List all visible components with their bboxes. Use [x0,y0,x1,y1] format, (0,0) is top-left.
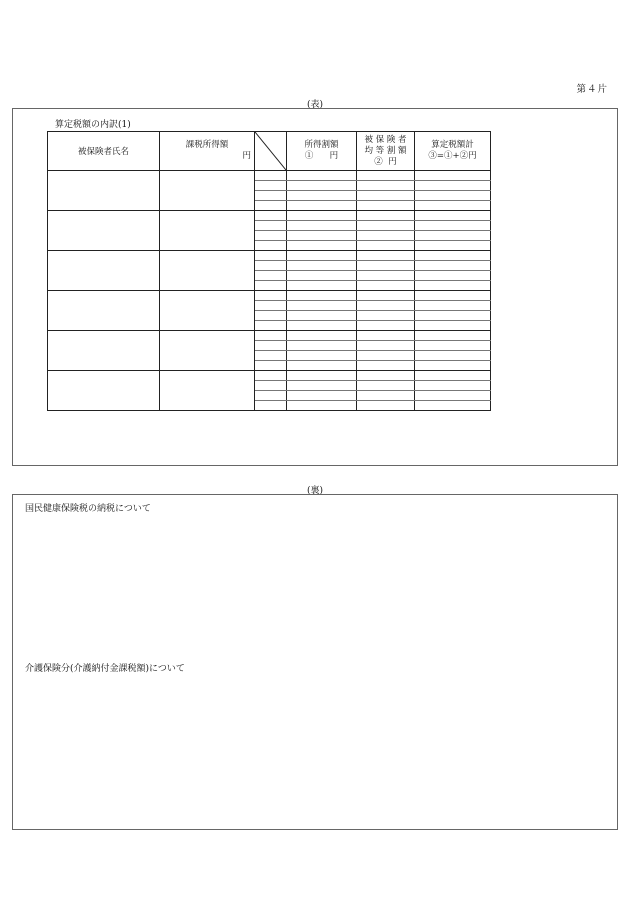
table-row [48,211,491,221]
insured-name-cell[interactable] [48,371,160,411]
insured-name-cell[interactable] [48,331,160,371]
per-capita-levy-cell[interactable] [357,181,415,191]
type-cell[interactable] [255,311,287,321]
taxable-income-cell[interactable] [160,211,255,251]
type-cell[interactable] [255,321,287,331]
nhi-payment-heading: 国民健康保険税の納税について [25,504,151,514]
type-cell[interactable] [255,381,287,391]
type-cell[interactable] [255,281,287,291]
per-capita-levy-cell[interactable] [357,191,415,201]
income-levy-cell[interactable] [287,181,357,191]
income-levy-cell[interactable] [287,251,357,261]
type-cell[interactable] [255,341,287,351]
income-levy-cell[interactable] [287,351,357,361]
income-levy-cell[interactable] [287,361,357,371]
income-levy-cell[interactable] [287,311,357,321]
income-levy-cell[interactable] [287,201,357,211]
header-per-capita-levy: 被 保 険 者 均 等 割 額 ② 円 [357,132,415,171]
type-cell[interactable] [255,391,287,401]
total-cell[interactable] [415,381,491,391]
total-cell[interactable] [415,221,491,231]
income-levy-cell[interactable] [287,271,357,281]
per-capita-levy-cell[interactable] [357,291,415,301]
front-label: (表) [306,100,324,110]
type-cell[interactable] [255,171,287,181]
total-cell[interactable] [415,211,491,221]
income-levy-cell[interactable] [287,281,357,291]
header-income-levy: 所得割額 ① 円 [287,132,357,171]
per-capita-levy-cell[interactable] [357,311,415,321]
income-levy-cell[interactable] [287,241,357,251]
header-taxable-income: 課税所得額 円 [160,132,255,171]
per-capita-levy-cell[interactable] [357,371,415,381]
taxable-income-cell[interactable] [160,331,255,371]
income-levy-cell[interactable] [287,191,357,201]
total-cell[interactable] [415,201,491,211]
income-levy-cell[interactable] [287,401,357,411]
type-cell[interactable] [255,181,287,191]
insured-name-cell[interactable] [48,251,160,291]
type-cell[interactable] [255,221,287,231]
income-levy-cell[interactable] [287,381,357,391]
per-capita-levy-cell[interactable] [357,391,415,401]
sheet-number: 第４片 [576,84,608,95]
total-cell[interactable] [415,321,491,331]
total-cell[interactable] [415,281,491,291]
type-cell[interactable] [255,271,287,281]
type-cell[interactable] [255,351,287,361]
breakdown-title: 算定税額の内訳(1) [55,120,131,130]
per-capita-levy-cell[interactable] [357,201,415,211]
type-cell[interactable] [255,231,287,241]
total-cell[interactable] [415,261,491,271]
per-capita-levy-cell[interactable] [357,261,415,271]
per-capita-levy-cell[interactable] [357,241,415,251]
total-cell[interactable] [415,181,491,191]
type-cell[interactable] [255,241,287,251]
total-cell[interactable] [415,341,491,351]
nursing-care-heading: 介護保険分(介護納付金課税額)について [25,664,185,674]
total-cell[interactable] [415,191,491,201]
total-cell[interactable] [415,331,491,341]
total-cell[interactable] [415,371,491,381]
insured-name-cell[interactable] [48,171,160,211]
income-levy-cell[interactable] [287,301,357,311]
diagonal-line [255,132,286,170]
per-capita-levy-cell[interactable] [357,381,415,391]
income-levy-cell[interactable] [287,371,357,381]
total-cell[interactable] [415,311,491,321]
table-row [48,171,491,181]
income-levy-cell[interactable] [287,391,357,401]
table-row [48,371,491,381]
per-capita-levy-cell[interactable] [357,361,415,371]
income-levy-cell[interactable] [287,231,357,241]
total-cell[interactable] [415,401,491,411]
income-levy-cell[interactable] [287,291,357,301]
per-capita-levy-cell[interactable] [357,341,415,351]
per-capita-levy-cell[interactable] [357,251,415,261]
table-row [48,331,491,341]
type-cell[interactable] [255,361,287,371]
type-cell[interactable] [255,401,287,411]
tax-breakdown-table [47,131,491,411]
back-label: (裏) [306,486,324,496]
per-capita-levy-cell[interactable] [357,321,415,331]
total-cell[interactable] [415,351,491,361]
total-cell[interactable] [415,301,491,311]
type-cell[interactable] [255,251,287,261]
per-capita-levy-cell[interactable] [357,281,415,291]
per-capita-levy-cell[interactable] [357,401,415,411]
income-levy-cell[interactable] [287,321,357,331]
total-cell[interactable] [415,241,491,251]
income-levy-cell[interactable] [287,171,357,181]
taxable-income-cell[interactable] [160,371,255,411]
header-total: 算定税額計 ③=①+②円 [415,132,491,171]
per-capita-levy-cell[interactable] [357,231,415,241]
total-cell[interactable] [415,271,491,281]
type-cell[interactable] [255,331,287,341]
taxable-income-cell[interactable] [160,291,255,331]
type-cell[interactable] [255,201,287,211]
type-cell[interactable] [255,291,287,301]
income-levy-cell[interactable] [287,261,357,271]
per-capita-levy-cell[interactable] [357,271,415,281]
per-capita-levy-cell[interactable] [357,171,415,181]
total-cell[interactable] [415,291,491,301]
insured-name-cell[interactable] [48,211,160,251]
type-cell[interactable] [255,211,287,221]
table-body [48,171,491,411]
table-row [48,251,491,261]
total-cell[interactable] [415,251,491,261]
insured-name-cell[interactable] [48,291,160,331]
income-levy-cell[interactable] [287,221,357,231]
per-capita-levy-cell[interactable] [357,211,415,221]
header-diagonal-cell [255,132,287,171]
header-name: 被保険者氏名 [48,132,160,171]
taxable-income-cell[interactable] [160,171,255,211]
per-capita-levy-cell[interactable] [357,221,415,231]
income-levy-cell[interactable] [287,341,357,351]
per-capita-levy-cell[interactable] [357,351,415,361]
income-levy-cell[interactable] [287,331,357,341]
type-cell[interactable] [255,371,287,381]
total-cell[interactable] [415,391,491,401]
type-cell[interactable] [255,191,287,201]
total-cell[interactable] [415,171,491,181]
per-capita-levy-cell[interactable] [357,331,415,341]
per-capita-levy-cell[interactable] [357,301,415,311]
type-cell[interactable] [255,261,287,271]
total-cell[interactable] [415,231,491,241]
total-cell[interactable] [415,361,491,371]
taxable-income-cell[interactable] [160,251,255,291]
income-levy-cell[interactable] [287,211,357,221]
type-cell[interactable] [255,301,287,311]
table-row [48,291,491,301]
